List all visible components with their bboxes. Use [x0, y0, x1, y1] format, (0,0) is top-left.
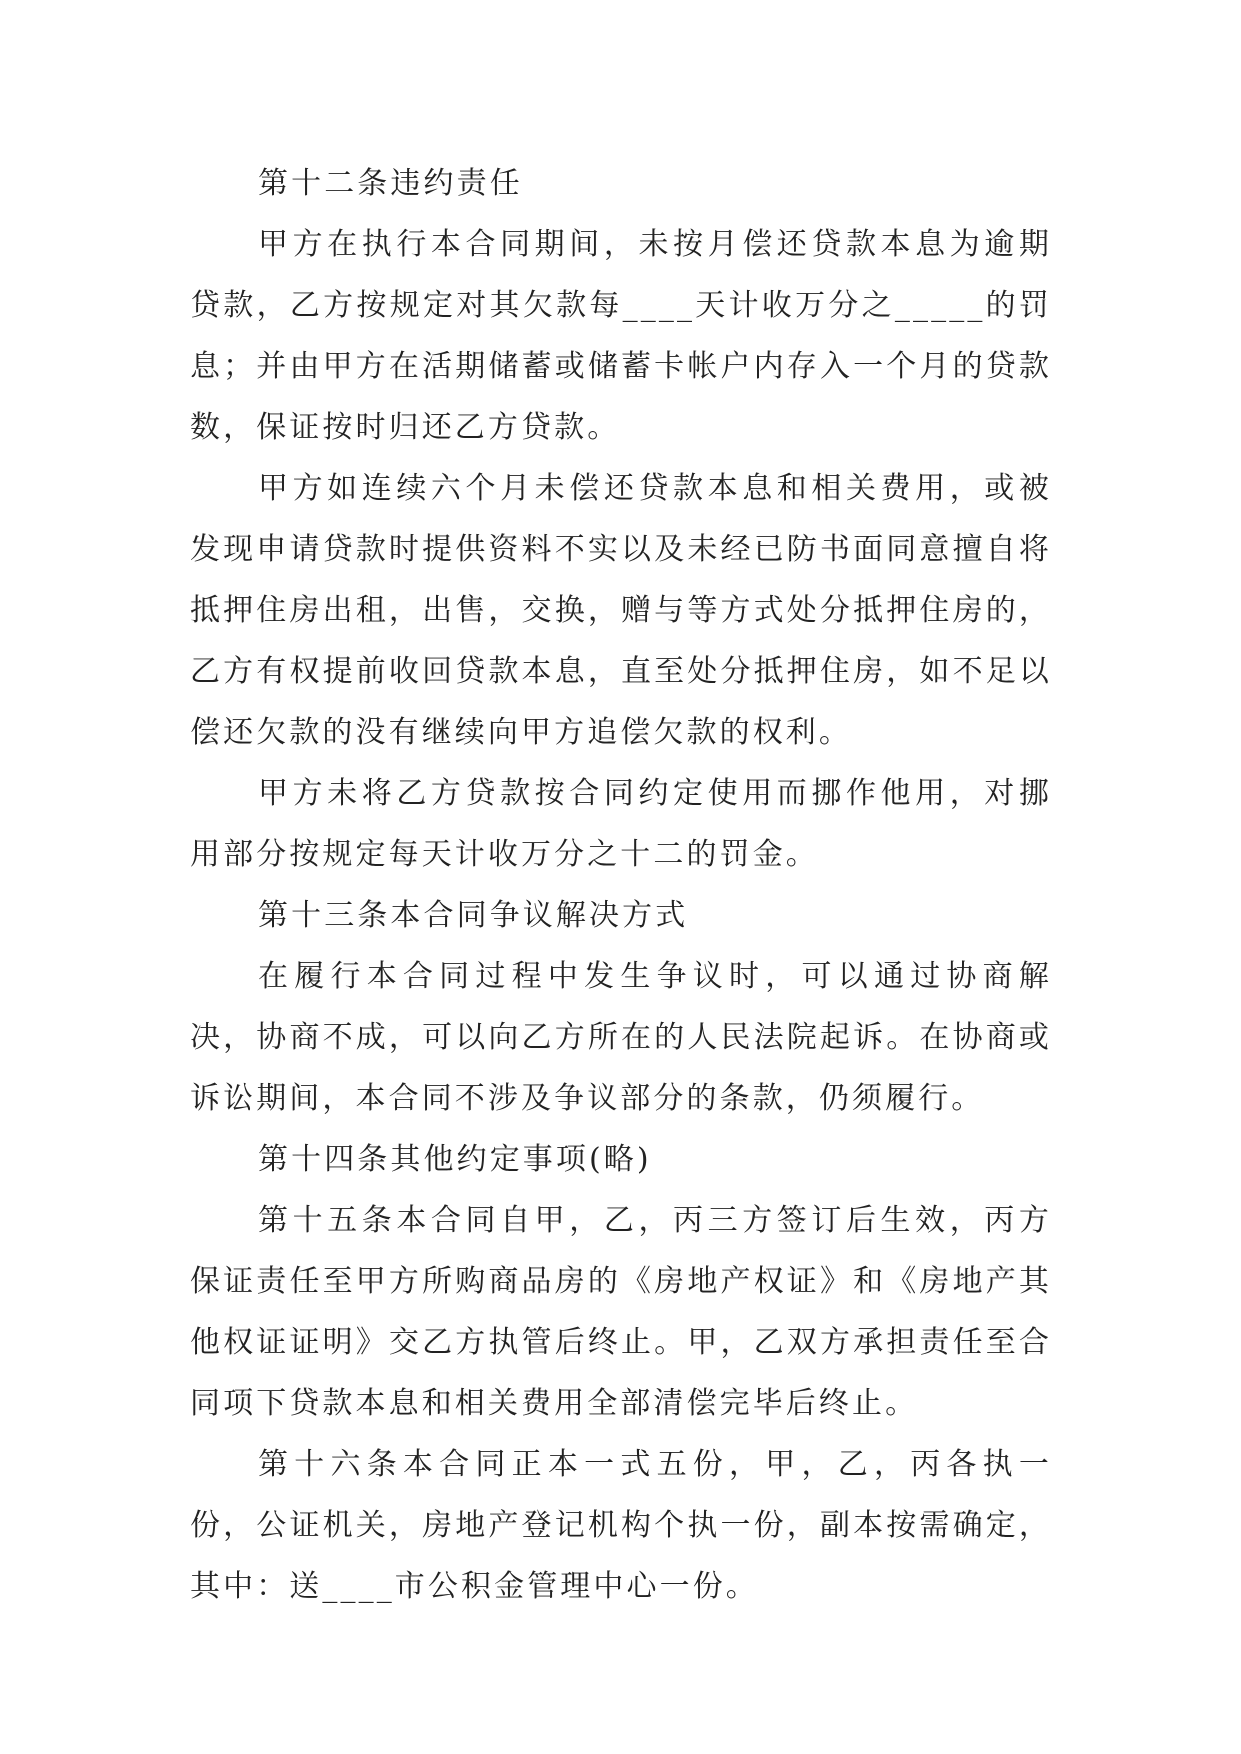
article-13-heading: 第十三条本合同争议解决方式	[258, 898, 689, 933]
article-13-paragraph: 在履行本合同过程中发生争议时，可以通过协商解决，协商不成，可以向乙方所在的人民法院起诉。在协商或诉讼期间，本合同不涉及争议部分的条款，仍须履行。	[190, 959, 1052, 1116]
article-12-paragraph-2: 甲方如连续六个月未偿还贷款本息和相关费用，或被发现申请贷款时提供资料不实以及未经已防书面同意擅自将抵押住房出租，出售，交换，赠与等方式处分抵押住房的，乙方有权提前收回贷款本息，直至处分抵押住房，如不足以偿还欠款的没有继续向甲方追偿欠款的权利。	[190, 471, 1052, 750]
article-12-heading: 第十二条违约责任	[258, 166, 523, 201]
article-16-paragraph: 第十六条本合同正本一式五份，甲，乙，丙各执一份，公证机关，房地产登记机构个执一份，副本按需确定，其中：送____市公积金管理中心一份。	[190, 1447, 1052, 1604]
document-body	[190, 153, 1052, 1617]
article-15-paragraph: 第十五条本合同自甲，乙，丙三方签订后生效，丙方保证责任至甲方所购商品房的《房地产权证》和《房地产其他权证证明》交乙方执管后终止。甲，乙双方承担责任至合同项下贷款本息和相关费用全部清偿完毕后终止。	[190, 1203, 1052, 1421]
article-14-heading: 第十四条其他约定事项(略)	[258, 1142, 652, 1177]
article-12-paragraph-3: 甲方未将乙方贷款按合同约定使用而挪作他用，对挪用部分按规定每天计收万分之十二的罚金。	[190, 776, 1052, 872]
article-12-paragraph-1: 甲方在执行本合同期间，未按月偿还贷款本息为逾期贷款，乙方按规定对其欠款每____天计收万分之_____的罚息；并由甲方在活期储蓄或储蓄卡帐户内存入一个月的贷款数，保证按时归还乙方贷款。	[190, 227, 1052, 445]
